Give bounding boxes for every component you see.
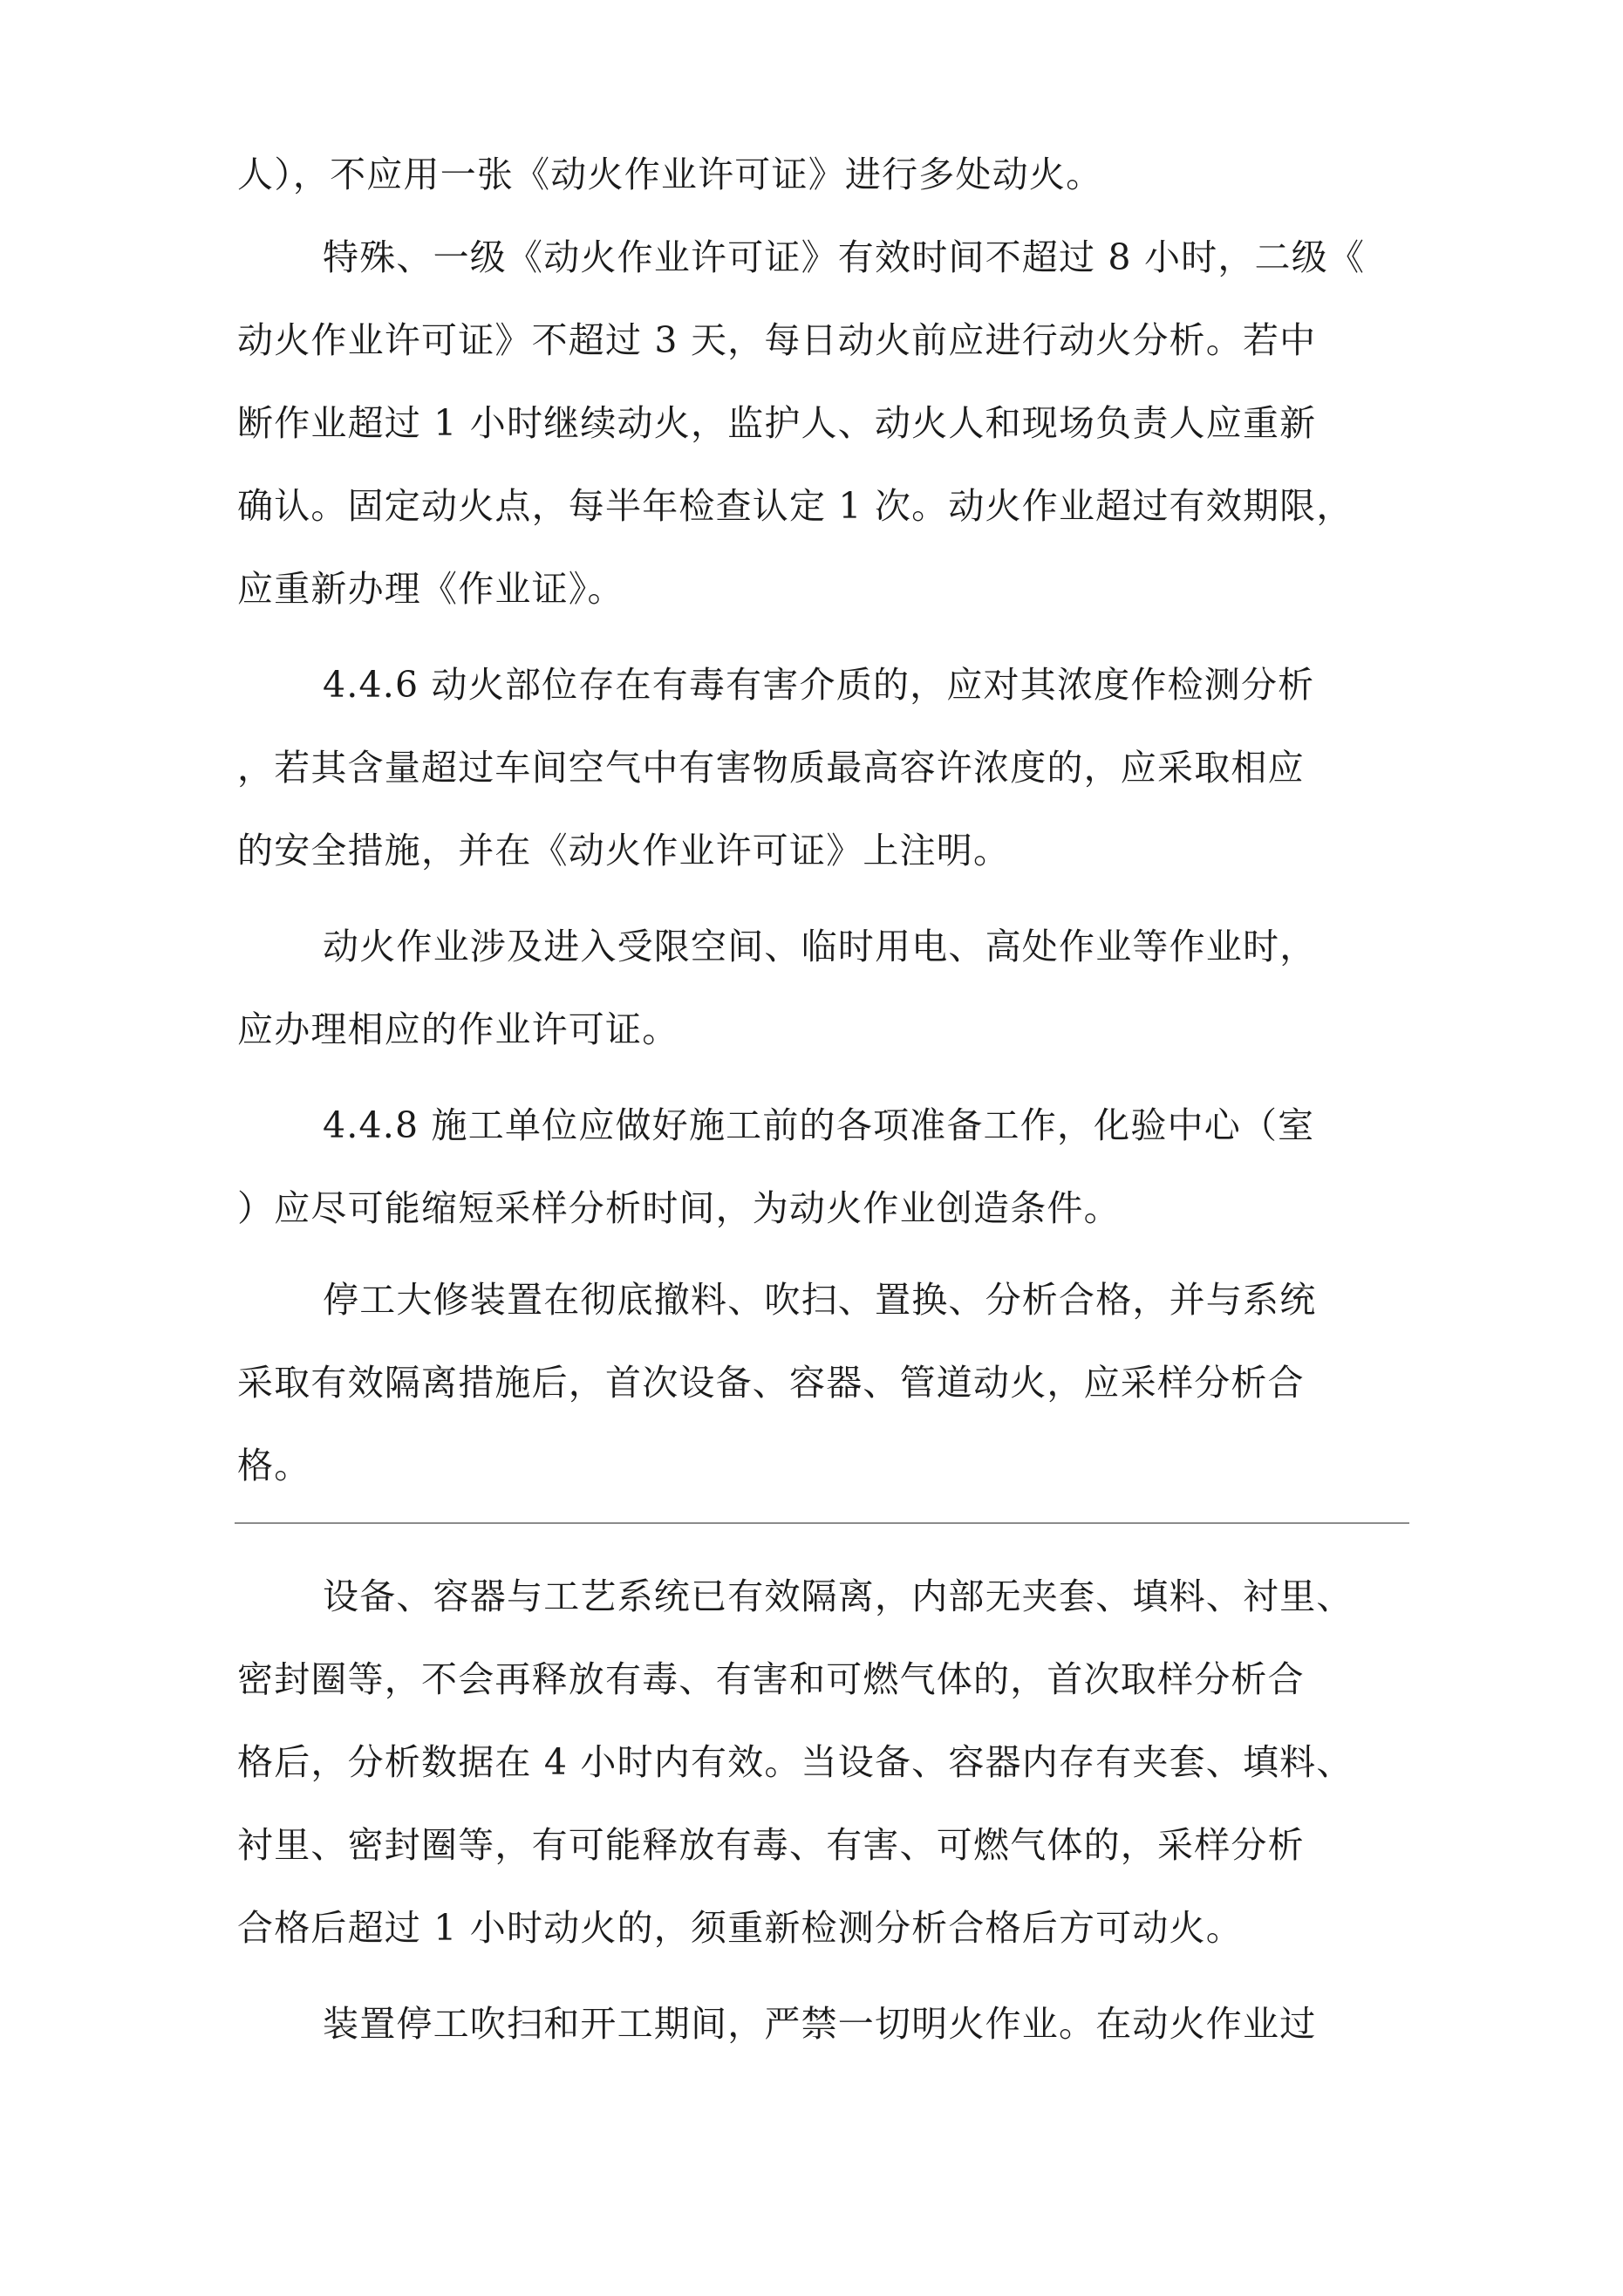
text-line: 4.4.6 动火部位存在有毒有害介质的，应对其浓度作检测分析 <box>323 664 1315 706</box>
horizontal-divider <box>235 1522 1409 1524</box>
text-line: ）应尽可能缩短采样分析时间，为动火作业创造条件。 <box>237 1187 1121 1229</box>
text-line: 动火作业许可证》不超过 3 天，每日动火前应进行动火分析。若中 <box>237 319 1317 361</box>
text-line: 人），不应用一张《动火作业许可证》进行多处动火。 <box>237 154 1103 195</box>
text-line: 格。 <box>237 1445 311 1486</box>
text-line: 合格后超过 1 小时动火的，须重新检测分析合格后方可动火。 <box>237 1907 1243 1949</box>
text-line: 断作业超过 1 小时继续动火，监护人、动火人和现场负责人应重新 <box>237 402 1317 444</box>
text-line: 设备、容器与工艺系统已有效隔离，内部无夹套、填料、衬里、 <box>323 1575 1354 1617</box>
text-line: 衬里、密封圈等，有可能释放有毒、有害、可燃气体的，采样分析 <box>237 1824 1305 1866</box>
text-line: 4.4.8 施工单位应做好施工前的各项准备工作，化验中心（室 <box>323 1104 1315 1146</box>
text-line: 装置停工吹扫和开工期间，严禁一切明火作业。在动火作业过 <box>323 2003 1317 2045</box>
text-line: 应重新办理《作业证》。 <box>237 568 624 610</box>
text-line: 格后，分析数据在 4 小时内有效。当设备、容器内存有夹套、填料、 <box>237 1741 1354 1783</box>
text-line: ，若其含量超过车间空气中有害物质最高容许浓度的，应采取相应 <box>237 747 1305 789</box>
text-line: 的安全措施，并在《动火作业许可证》上注明。 <box>237 830 1011 871</box>
text-line: 应办理相应的作业许可证。 <box>237 1008 679 1050</box>
text-line: 停工大修装置在彻底撤料、吹扫、置换、分析合格，并与系统 <box>323 1279 1317 1321</box>
text-line: 密封圈等，不会再释放有毒、有害和可燃气体的，首次取样分析合 <box>237 1658 1305 1700</box>
text-line: 确认。固定动火点，每半年检查认定 1 次。动火作业超过有效期限， <box>237 485 1354 527</box>
text-line: 动火作业涉及进入受限空间、临时用电、高处作业等作业时， <box>323 926 1317 967</box>
text-line: 采取有效隔离措施后，首次设备、容器、管道动火，应采样分析合 <box>237 1362 1305 1404</box>
text-line: 特殊、一级《动火作业许可证》有效时间不超过 8 小时，二级《 <box>323 236 1366 278</box>
